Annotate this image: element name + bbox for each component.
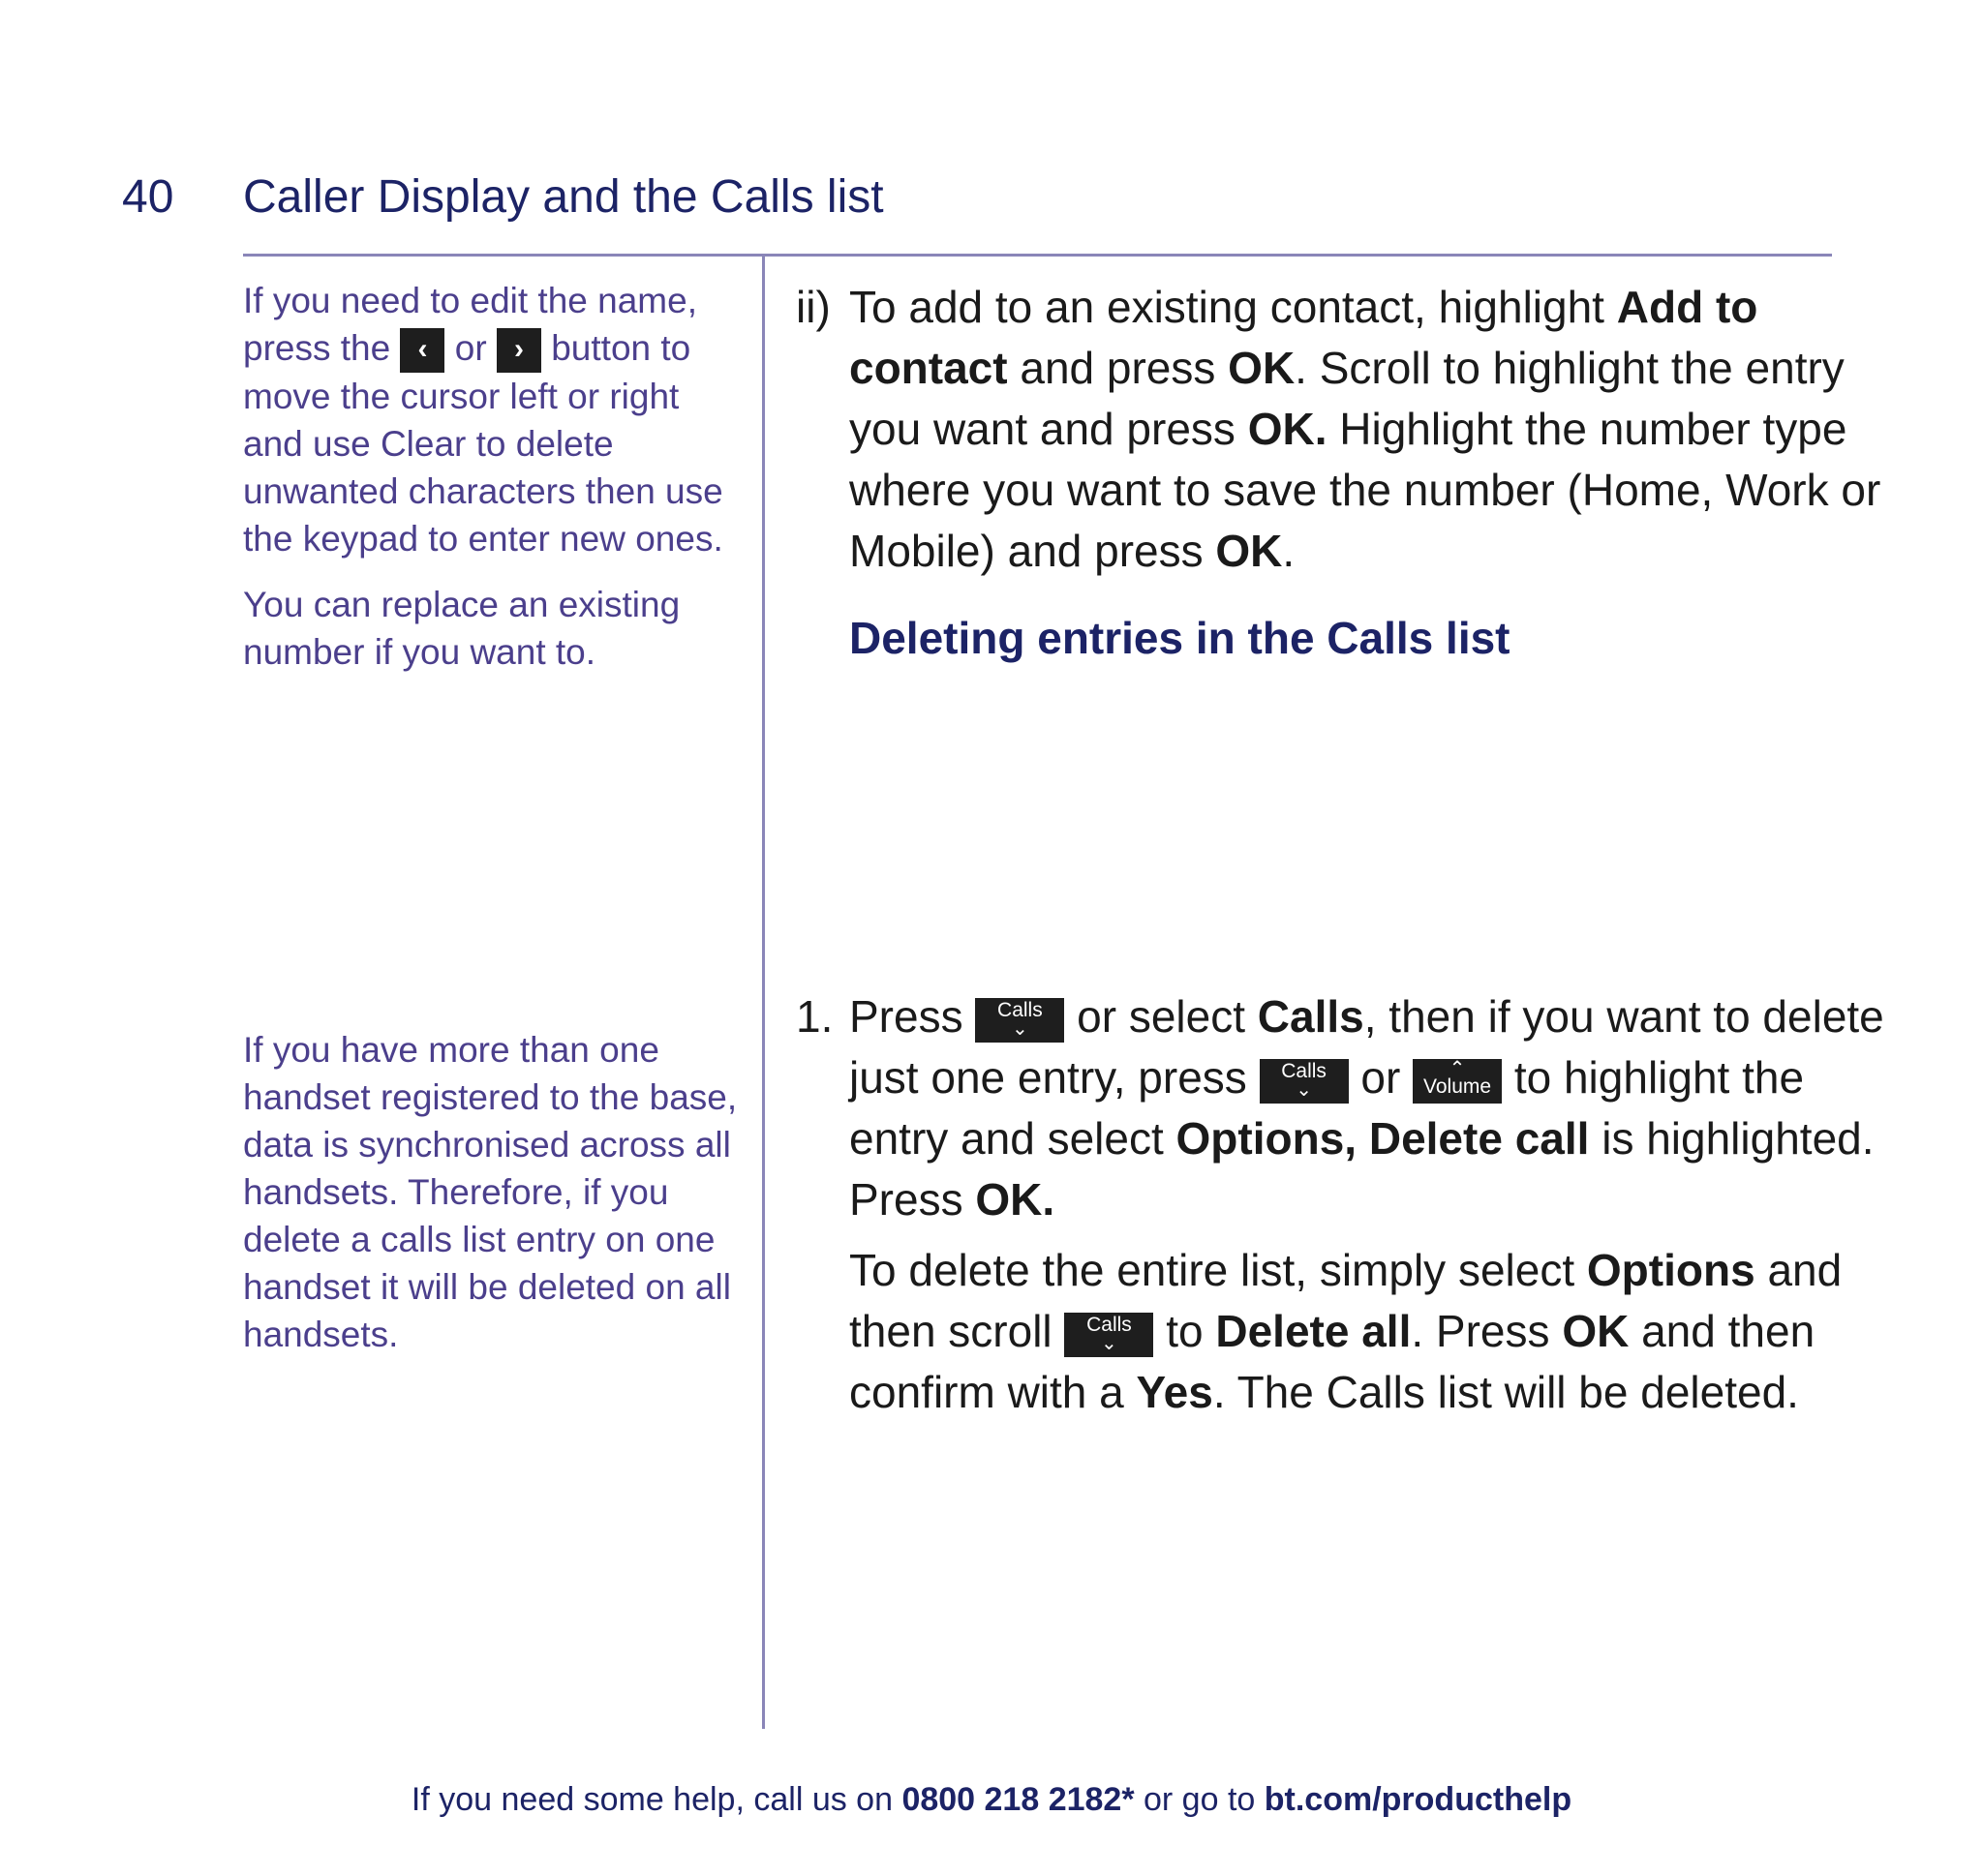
step-text: To add to an existing contact, highlight Add to contact and press OK. Scroll to highlight the entry you want and press OK. Highlight the number type where you want to save the number (Home, Work or Mobile) and press OK. — [849, 282, 1881, 576]
volume-key-icon: ⌃ Volume — [1413, 1059, 1502, 1104]
step-text: Press Calls ⌄ or select Calls, then if you want to delete just one entry, press Calls ⌄ or ⌃ Volume to highlight the entry and select Options, Delete call is highlighted. Press OK. — [849, 991, 1884, 1225]
help-url: bt.com/producthelp — [1264, 1781, 1572, 1818]
column-divider — [762, 256, 765, 1729]
page-number: 40 — [122, 171, 174, 223]
sidebar-note-text: button to move the cursor left or right and use Clear to delete unwanted characters then use the keypad to enter new ones. — [243, 328, 723, 560]
sidebar-note-text: You can replace an existing number if you want to. — [243, 585, 681, 672]
sidebar-note-text: or — [454, 328, 487, 368]
step-text-extra: To delete the entire list, simply select Options and then scroll Calls ⌄ to Delete all. Press OK and then confirm with a Yes. The Calls list will be deleted. — [849, 1245, 1843, 1417]
sidebar-note-text: If you need to edit the name, press the — [243, 281, 697, 368]
header-rule — [243, 254, 1832, 257]
calls-key-icon: Calls ⌄ — [1260, 1059, 1349, 1104]
step-ii — [796, 277, 1885, 582]
help-phone-number: 0800 218 2182* — [901, 1781, 1135, 1818]
sidebar-note-edit-name — [243, 277, 747, 562]
step-1 — [796, 986, 1885, 1423]
footer-help-line: If you need some help, call us on 0800 218 2182* or go to bt.com/producthelp — [411, 1781, 1572, 1818]
left-arrow-key-icon: ‹ — [400, 328, 444, 373]
calls-key-icon: Calls ⌄ — [1064, 1313, 1153, 1357]
right-arrow-key-icon: › — [497, 328, 541, 373]
section-heading: Deleting entries in the Calls list — [849, 613, 1510, 663]
sidebar-note-text: If you have more than one handset registered to the base, data is synchronised across all handsets. Therefore, if you delete a calls list entry on one handset it will be deleted on all handsets. — [243, 1030, 738, 1354]
sidebar-note-replace-number — [243, 581, 747, 676]
step-marker: ii) — [796, 282, 831, 332]
page-title: Caller Display and the Calls list — [243, 171, 884, 223]
step-marker: 1. — [796, 991, 834, 1042]
sidebar-note-sync — [243, 1026, 747, 1358]
calls-key-icon: Calls ⌄ — [975, 998, 1064, 1043]
